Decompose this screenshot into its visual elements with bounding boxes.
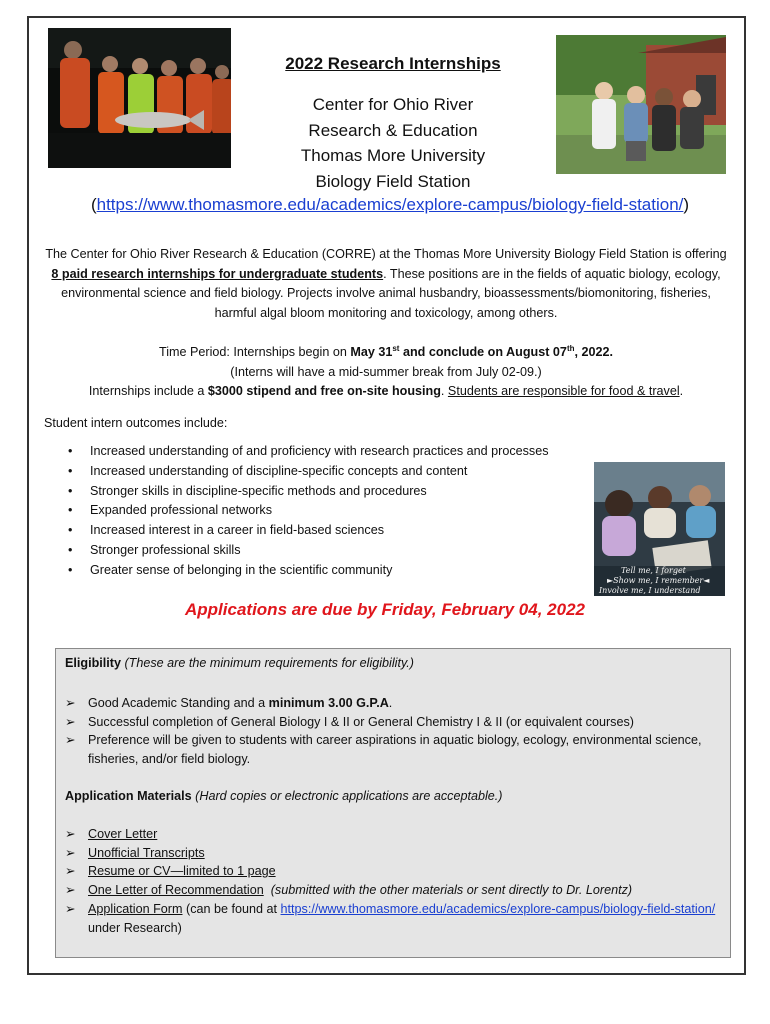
list-item: ➢ One Letter of Recommendation (submitted with the other materials or sent directly to Dr. Lorentz) <box>65 881 721 900</box>
bullet-icon: • <box>68 542 73 557</box>
list-item: ➢ Application Form (can be found at https://www.thomasmore.edu/academics/explore-campus/biology-field-station/ under Research) <box>65 901 716 935</box>
list-item: ➢ Unofficial Transcripts <box>65 844 721 863</box>
list-item: ➢ Cover Letter <box>65 825 721 844</box>
time-period <box>44 339 728 402</box>
arrow-bullet-icon: ➢ <box>65 714 76 729</box>
list-item: • Increased interest in a career in field-based sciences <box>64 521 549 541</box>
intro-paragraph: The Center for Ohio River Research & Education (CORRE) at the Thomas More University Biology Field Station is offering 8 paid research internships for undergraduate students. These positions are in the fields of aquatic biology, ecology, environmental science and field biology. Projects involve animal husbandry, bioassessments/biomonitoring, fisheries, harmful algal bloom monitoring and toxicology, among others. <box>45 247 727 320</box>
list-item: • Increased understanding of discipline-specific concepts and content <box>64 462 549 482</box>
arrow-bullet-icon: ➢ <box>65 696 76 710</box>
list-item: • Stronger skills in discipline-specific methods and procedures <box>64 482 549 502</box>
photo-caption: Tell me, I forget ►Show me, I remember◄ Involve me, I understand <box>599 566 710 595</box>
interns-night-fish-photo <box>48 28 231 168</box>
org-line: Biology Field Station <box>315 171 471 191</box>
list-item: ➢ Resume or CV—limited to 1 page <box>65 862 721 881</box>
org-line: Center for Ohio River <box>312 95 474 114</box>
list-item: • Increased understanding of and proficiency with research practices and processes <box>64 442 549 462</box>
arrow-bullet-icon: ➢ <box>65 864 76 879</box>
website-line: (https://www.thomasmore.edu/academics/explore-campus/biology-field-station/) <box>90 195 690 214</box>
application-form-link[interactable]: https://www.thomasmore.edu/academics/explore-campus/biology-field-station/ <box>280 901 716 916</box>
org-line: Research & Education <box>308 120 478 140</box>
list-item: ➢ Good Academic Standing and a minimum 3.00 G.P.A. <box>65 694 721 713</box>
organization-name <box>230 92 556 194</box>
outcomes-heading: Student intern outcomes include: <box>44 416 228 430</box>
application-deadline: Applications are due by Friday, February 04, 2022 <box>185 600 585 619</box>
page-title: 2022 Research Internships <box>285 54 501 73</box>
materials-list <box>65 825 721 937</box>
classroom-photo <box>594 462 725 596</box>
list-item: • Greater sense of belonging in the scientific community <box>64 561 549 581</box>
list-item: ➢ Successful completion of General Biology I & II or General Chemistry I & II (or equivalent courses) <box>65 713 721 732</box>
bullet-icon: • <box>68 483 73 498</box>
interns-building-photo <box>556 35 726 174</box>
bullet-icon: • <box>68 503 73 518</box>
org-line: Thomas More University <box>300 146 486 165</box>
bullet-icon: • <box>68 523 73 538</box>
arrow-bullet-icon: ➢ <box>65 901 76 916</box>
bullet-icon: • <box>68 463 73 478</box>
internship-highlight: 8 paid research internships for undergraduate students <box>51 266 384 281</box>
arrow-bullet-icon: ➢ <box>65 883 76 898</box>
arrow-bullet-icon: ➢ <box>65 845 76 860</box>
arrow-bullet-icon: ➢ <box>65 827 76 841</box>
requirements-box <box>55 648 731 958</box>
eligibility-list <box>65 694 721 769</box>
stipend-line: Internships include a $3000 stipend and free on-site housing. Students are responsible for food & travel. <box>88 384 684 399</box>
bullet-icon: • <box>68 562 73 577</box>
website-link[interactable]: https://www.thomasmore.edu/academics/explore-campus/biology-field-station/ <box>96 195 684 214</box>
break-note: (Interns will have a mid-summer break from July 02-09.) <box>230 364 542 379</box>
list-item: ➢ Preference will be given to students with career aspirations in aquatic biology, ecology, environmental science, fisheries, and/or field biology. <box>65 733 702 767</box>
materials-heading: Application Materials (Hard copies or electronic applications are acceptable.) <box>65 789 503 803</box>
outcomes-list <box>64 442 549 581</box>
arrow-bullet-icon: ➢ <box>65 733 76 748</box>
bullet-icon: • <box>68 444 73 458</box>
list-item: • Stronger professional skills <box>64 541 549 561</box>
dates-line: Time Period: Internships begin on May 31st and conclude on August 07th, 2022. <box>158 344 614 360</box>
list-item: • Expanded professional networks <box>64 501 549 521</box>
eligibility-heading: Eligibility (These are the minimum requirements for eligibility.) <box>65 656 415 670</box>
